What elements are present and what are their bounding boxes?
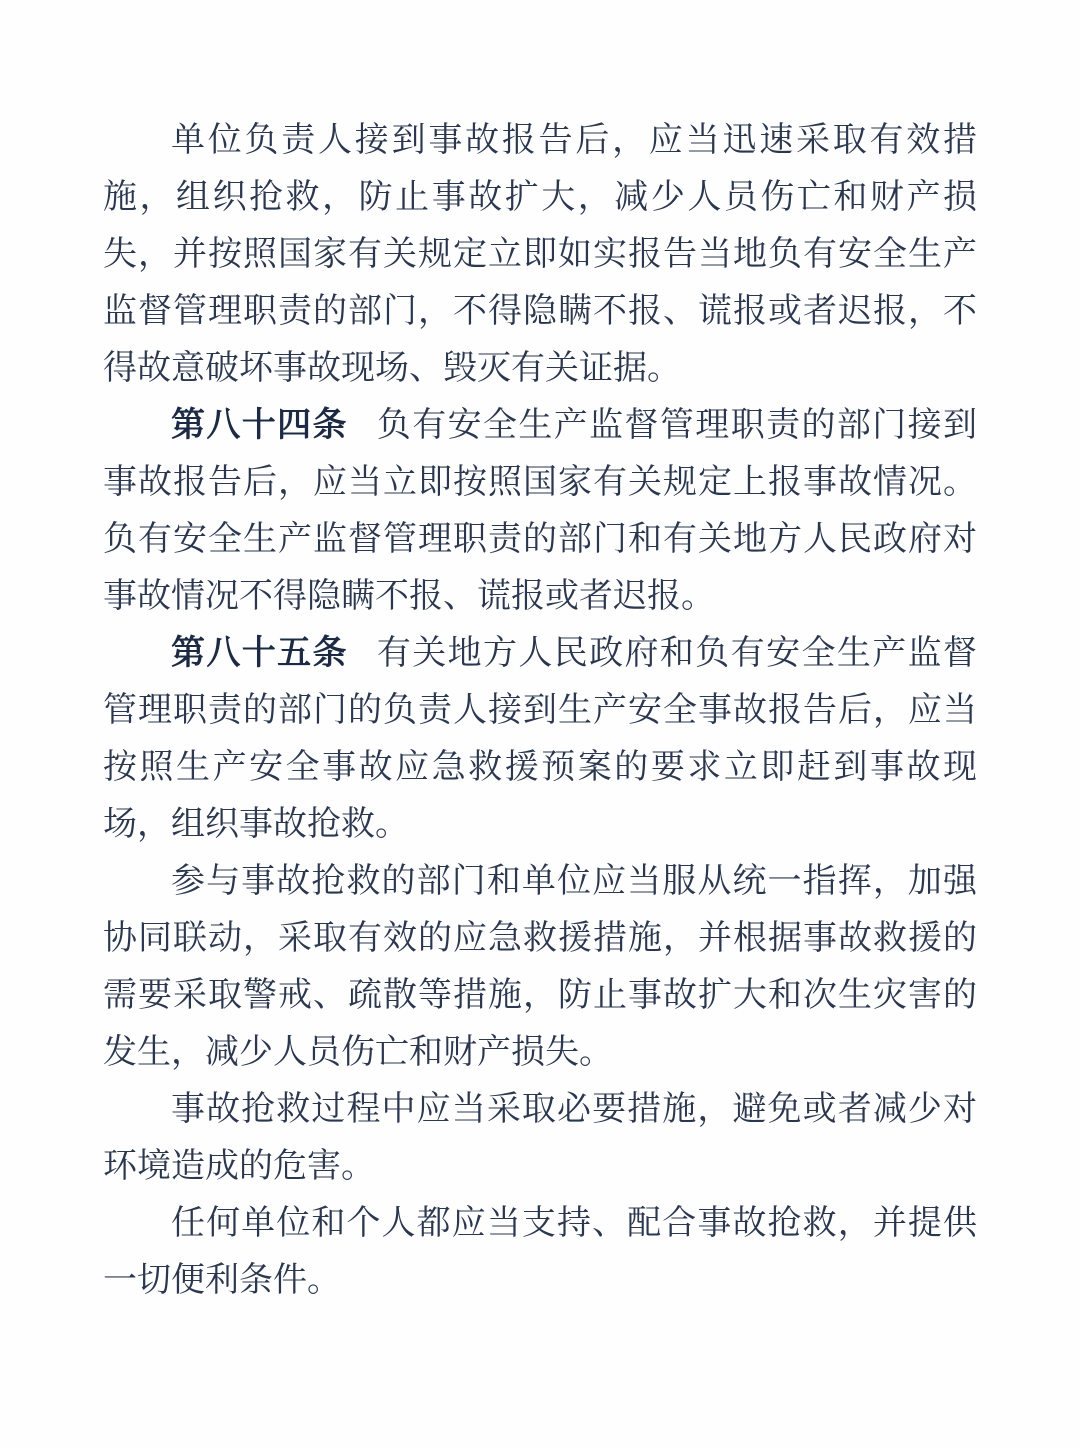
paragraph-text: 任何单位和个人都应当支持、配合事故抢救，并提供一切便利条件。 [103,1205,977,1299]
paragraph-article-85 [103,625,977,853]
document-body [103,112,977,1309]
article-number-label: 第八十五条 [171,634,348,672]
paragraph-text: 负有安全生产监督管理职责的部门接到事故报告后，应当立即按照国家有关规定上报事故情况。负有安全生产监督管理职责的部门和有关地方人民政府对事故情况不得隐瞒不报、谎报或者迟报。 [103,407,978,615]
paragraph-text: 事故抢救过程中应当采取必要措施，避免或者减少对环境造成的危害。 [103,1091,977,1185]
paragraph-continuation-article-83 [103,112,977,397]
paragraph-text: 有关地方人民政府和负有安全生产监督管理职责的部门的负责人接到生产安全事故报告后，应当按照生产安全事故应急救援预案的要求立即赶到事故现场，组织事故抢救。 [103,635,978,843]
paragraph-environment-protection [103,1081,977,1195]
paragraph-text: 参与事故抢救的部门和单位应当服从统一指挥，加强协同联动，采取有效的应急救援措施，并根据事故救援的需要采取警戒、疏散等措施，防止事故扩大和次生灾害的发生，减少人员伤亡和财产损失。 [103,863,977,1071]
article-number-label: 第八十四条 [171,406,348,444]
paragraph-text: 单位负责人接到事故报告后，应当迅速采取有效措施，组织抢救，防止事故扩大，减少人员伤亡和财产损失，并按照国家有关规定立即如实报告当地负有安全生产监督管理职责的部门，不得隐瞒不报、谎报或者迟报，不得故意破坏事故现场、毁灭有关证据。 [103,122,977,387]
paragraph-rescue-coordination [103,853,977,1081]
paragraph-support-obligation [103,1195,977,1309]
paragraph-article-84 [103,397,977,625]
